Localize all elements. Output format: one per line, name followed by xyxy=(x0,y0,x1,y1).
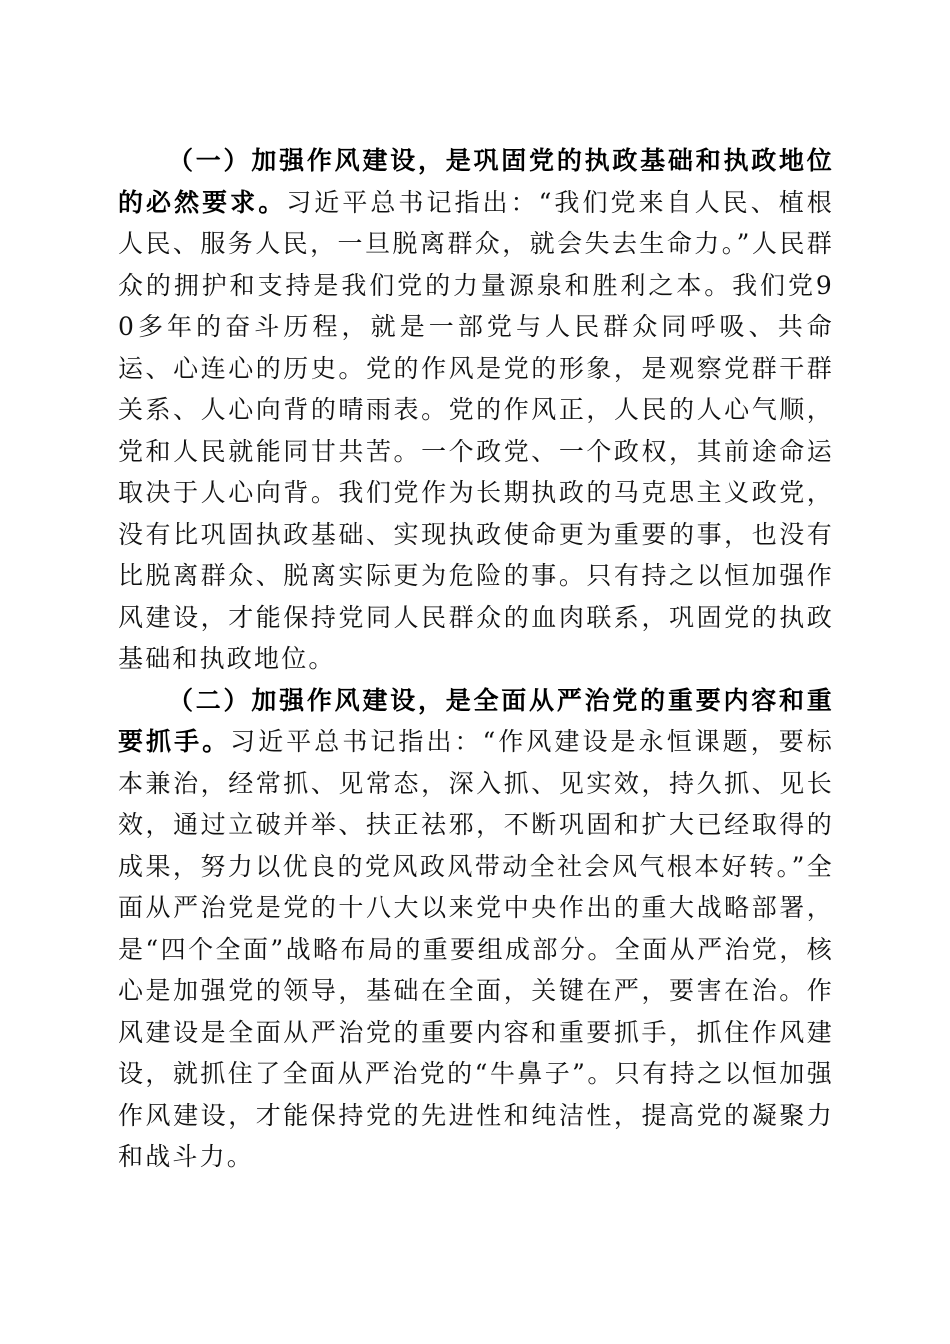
paragraph-1-text: 习近平总书记指出：“我们党来自人民、植根人民、服务人民，一旦脱离群众，就会失去生命力。”人民群众的拥护和支持是我们党的力量源泉和胜利之本。我们党90多年的奋斗历程，就是一部党与人民群众同呼吸、共命运、心连心的历史。党的作风是党的形象，是观察党群干群关系、人心向背的晴雨表。党的作风正，人民的人心气顺，党和人民就能同甘共苦。一个政党、一个政权，其前途命运取决于人心向背。我们党作为长期执政的马克思主义政党，没有比巩固执政基础、实现执政使命更为重要的事，也没有比脱离群众、脱离实际更为危险的事。只有持之以恒加强作风建设，才能保持党同人民群众的血肉联系，巩固党的执政基础和执政地位。 xyxy=(118,187,834,673)
paragraph-2-text: 习近平总书记指出：“作风建设是永恒课题，要标本兼治，经常抓、见常态，深入抓、见实效，持久抓、见长效，通过立破并举、扶正祛邪，不断巩固和扩大已经取得的成果，努力以优良的党风政风带动全社会风气根本好转。”全面从严治党是党的十八大以来党中央作出的重大战略部署，是“四个全面”战略布局的重要组成部分。全面从严治党，核心是加强党的领导，基础在全面，关键在严，要害在治。作风建设是全面从严治党的重要内容和重要抓手，抓住作风建设，就抓住了全面从严治党的“牛鼻子”。只有持之以恒加强作风建设，才能保持党的先进性和纯洁性，提高党的凝聚力和战斗力。 xyxy=(118,727,834,1171)
paragraph-1 xyxy=(118,140,834,680)
document-body xyxy=(118,140,834,1178)
paragraph-1-heading: （一）加强作风建设，是巩固党的执政基础和执政地位的必然要求。 xyxy=(118,146,834,217)
paragraph-2-heading: （二）加强作风建设，是全面从严治党的重要内容和重要抓手。 xyxy=(118,685,834,756)
paragraph-2 xyxy=(118,680,834,1178)
